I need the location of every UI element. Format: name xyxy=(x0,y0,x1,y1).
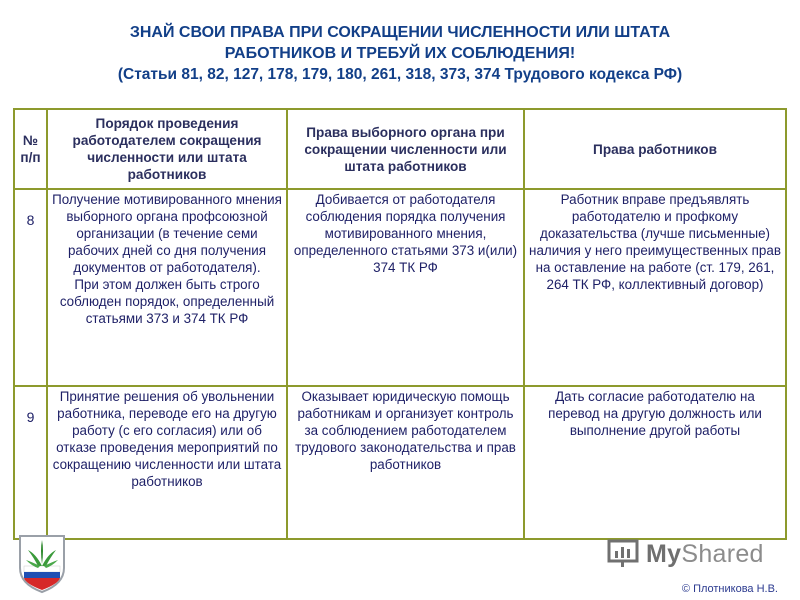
header-worker-rights: Права работников xyxy=(524,109,786,189)
procedure-cell xyxy=(47,189,287,386)
union-logo-icon xyxy=(14,528,70,594)
procedure-text: Получение мотивированного мнения выборного органа профсоюзной организации (в течение семи рабочих дней со дня получения документов от работодателя). xyxy=(52,192,282,275)
header-number: № п/п xyxy=(14,109,47,189)
procedure-cell: Принятие решения об увольнении работника, переводе его на другую работу (с его согласия) или об отказе проведения мероприятий по сокращению численности или штата работников xyxy=(47,386,287,539)
procedure-note: При этом должен быть строго соблюден порядок, определенный статьями 373 и 374 ТК РФ xyxy=(59,277,275,326)
copyright: © Плотникова Н.В. xyxy=(681,583,778,595)
union-rights-cell: Оказывает юридическую помощь работникам и организует контроль за соблюдением работодателем трудового законодательства и прав работников xyxy=(287,386,524,539)
page-title xyxy=(40,22,760,85)
header-procedure: Порядок проведения работодателем сокращения численности или штата работников xyxy=(47,109,287,189)
row-number: 9 xyxy=(14,386,47,539)
header-union-rights: Права выборного органа при сокращении численности или штата работников xyxy=(287,109,524,189)
table-row xyxy=(14,386,786,539)
rights-table xyxy=(13,108,787,540)
table-header-row xyxy=(14,109,786,189)
worker-rights-cell: Работник вправе предъявлять работодателю и профкому доказательства (лучше письменные) наличия у него преимущественных прав на оставление на работе (ст. 179, 261, 264 ТК РФ, коллективный договор) xyxy=(524,189,786,386)
table-row xyxy=(14,189,786,386)
title-line-1: ЗНАЙ СВОИ ПРАВА ПРИ СОКРАЩЕНИИ ЧИСЛЕННОСТИ ИЛИ ШТАТА xyxy=(129,24,671,41)
union-rights-cell: Добивается от работодателя соблюдения порядка получения мотивированного мнения, определенного статьями 373 и(или) 374 ТК РФ xyxy=(287,189,524,386)
watermark-part-2: Shared xyxy=(681,539,764,568)
myshared-watermark xyxy=(606,536,764,572)
watermark-part-1: My xyxy=(646,539,682,568)
title-line-3: (Статьи 81, 82, 127, 178, 179, 180, 261, 318, 373, 374 Трудового кодекса РФ) xyxy=(117,66,683,83)
title-line-2: РАБОТНИКОВ И ТРЕБУЙ ИХ СОБЛЮДЕНИЯ! xyxy=(224,45,576,62)
presentation-icon xyxy=(606,538,640,570)
row-number: 8 xyxy=(14,189,47,386)
worker-rights-cell: Дать согласие работодателю на перевод на другую должность или выполнение другой работы xyxy=(524,386,786,539)
